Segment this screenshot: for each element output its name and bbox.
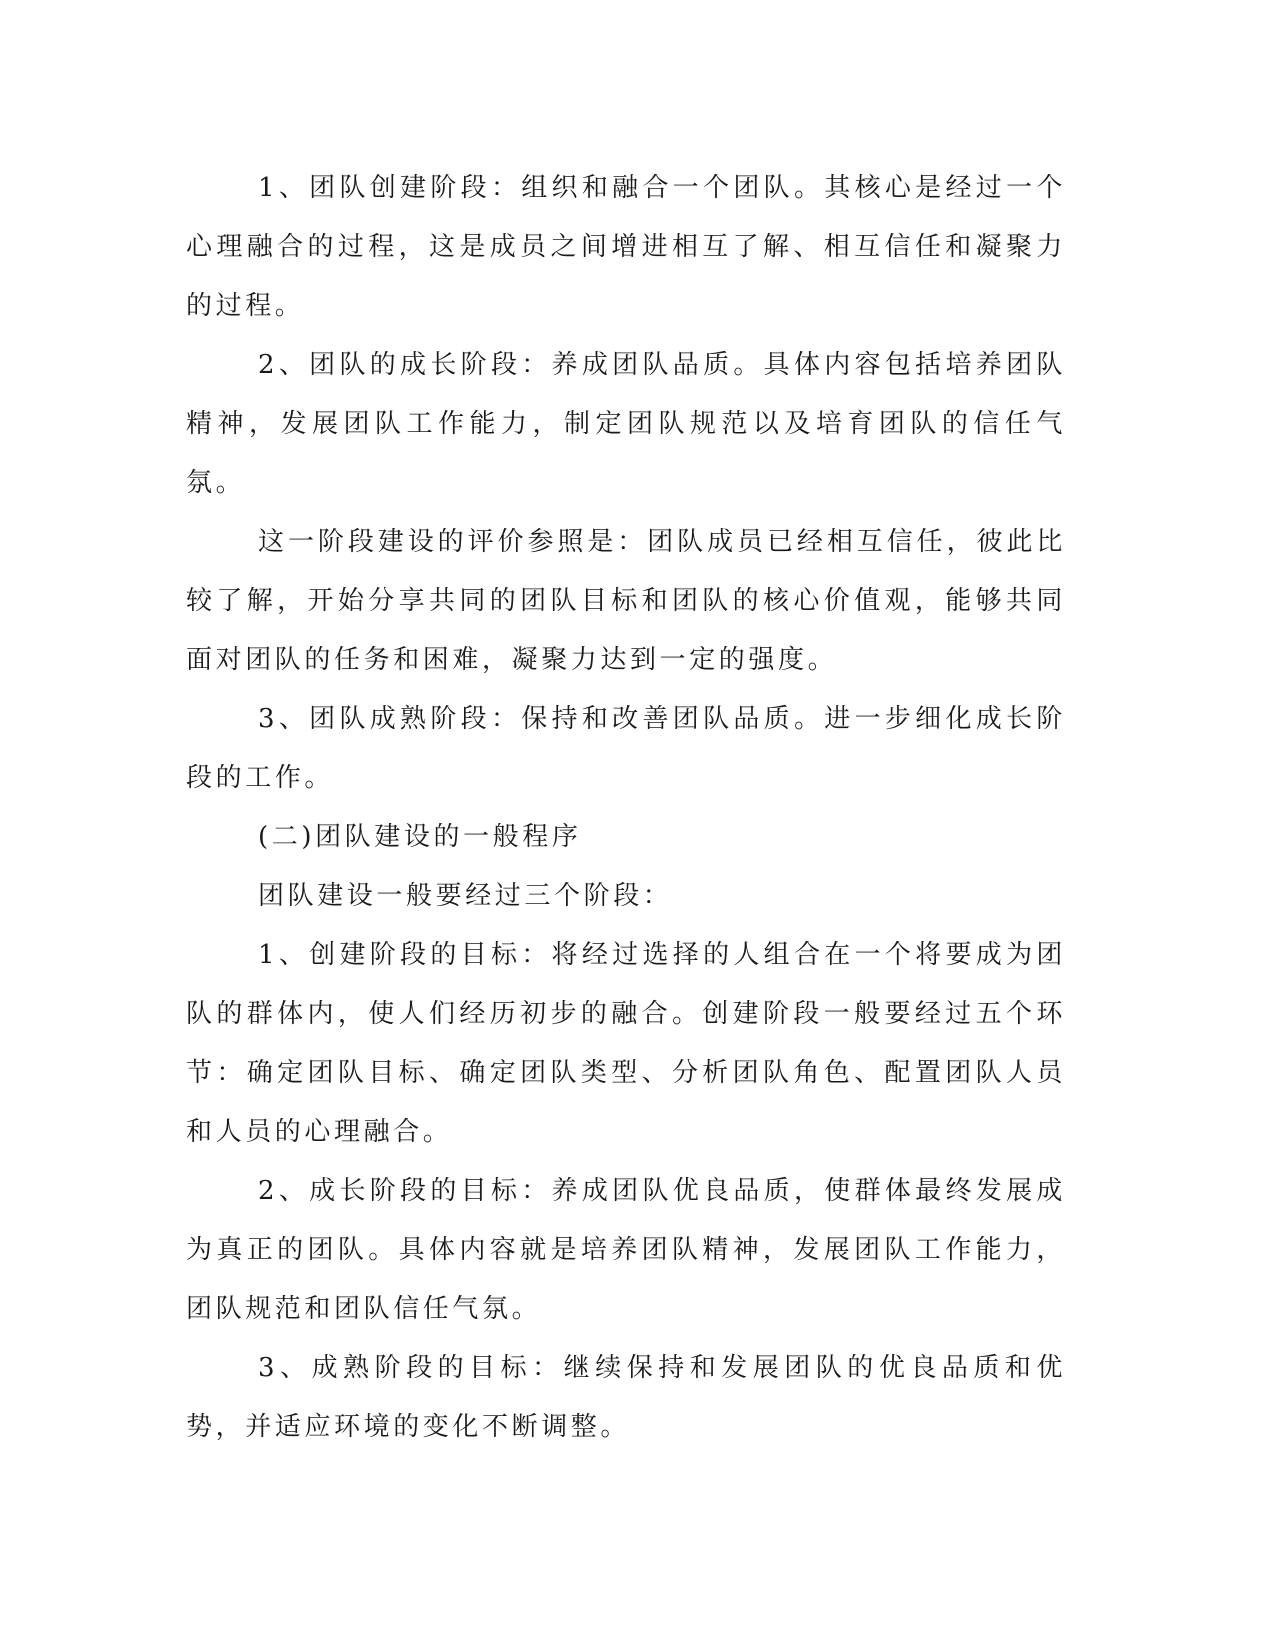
paragraph-growth-goal: 2、成长阶段的目标：养成团队优良品质，使群体最终发展成为真正的团队。具体内容就是培养团队精神，发展团队工作能力，团队规范和团队信任气氛。 (186, 1176, 1066, 1324)
section-heading-general-procedure: (二)团队建设的一般程序 (258, 822, 582, 852)
paragraph-maturity-goal: 3、成熟阶段的目标：继续保持和发展团队的优良品质和优势，并适应环境的变化不断调整。 (186, 1353, 1066, 1442)
paragraph-team-maturity-stage: 3、团队成熟阶段：保持和改善团队品质。进一步细化成长阶段的工作。 (186, 704, 1066, 793)
paragraph-creation-goal: 1、创建阶段的目标：将经过选择的人组合在一个将要成为团队的群体内，使人们经历初步的融合。创建阶段一般要经过五个环节：确定团队目标、确定团队类型、分析团队角色、配置团队人员和人员的心理融合。 (186, 940, 1066, 1147)
paragraph-team-growth-stage: 2、团队的成长阶段：养成团队品质。具体内容包括培养团队精神，发展团队工作能力，制定团队规范以及培育团队的信任气氛。 (186, 350, 1066, 498)
document-body (186, 159, 1066, 1457)
paragraph-team-creation-stage: 1、团队创建阶段：组织和融合一个团队。其核心是经过一个心理融合的过程，这是成员之间增进相互了解、相互信任和凝聚力的过程。 (186, 173, 1066, 321)
paragraph-evaluation-reference: 这一阶段建设的评价参照是：团队成员已经相互信任，彼此比较了解，开始分享共同的团队目标和团队的核心价值观，能够共同面对团队的任务和困难，凝聚力达到一定的强度。 (186, 527, 1066, 675)
paragraph-three-stages-intro: 团队建设一般要经过三个阶段： (258, 881, 673, 911)
